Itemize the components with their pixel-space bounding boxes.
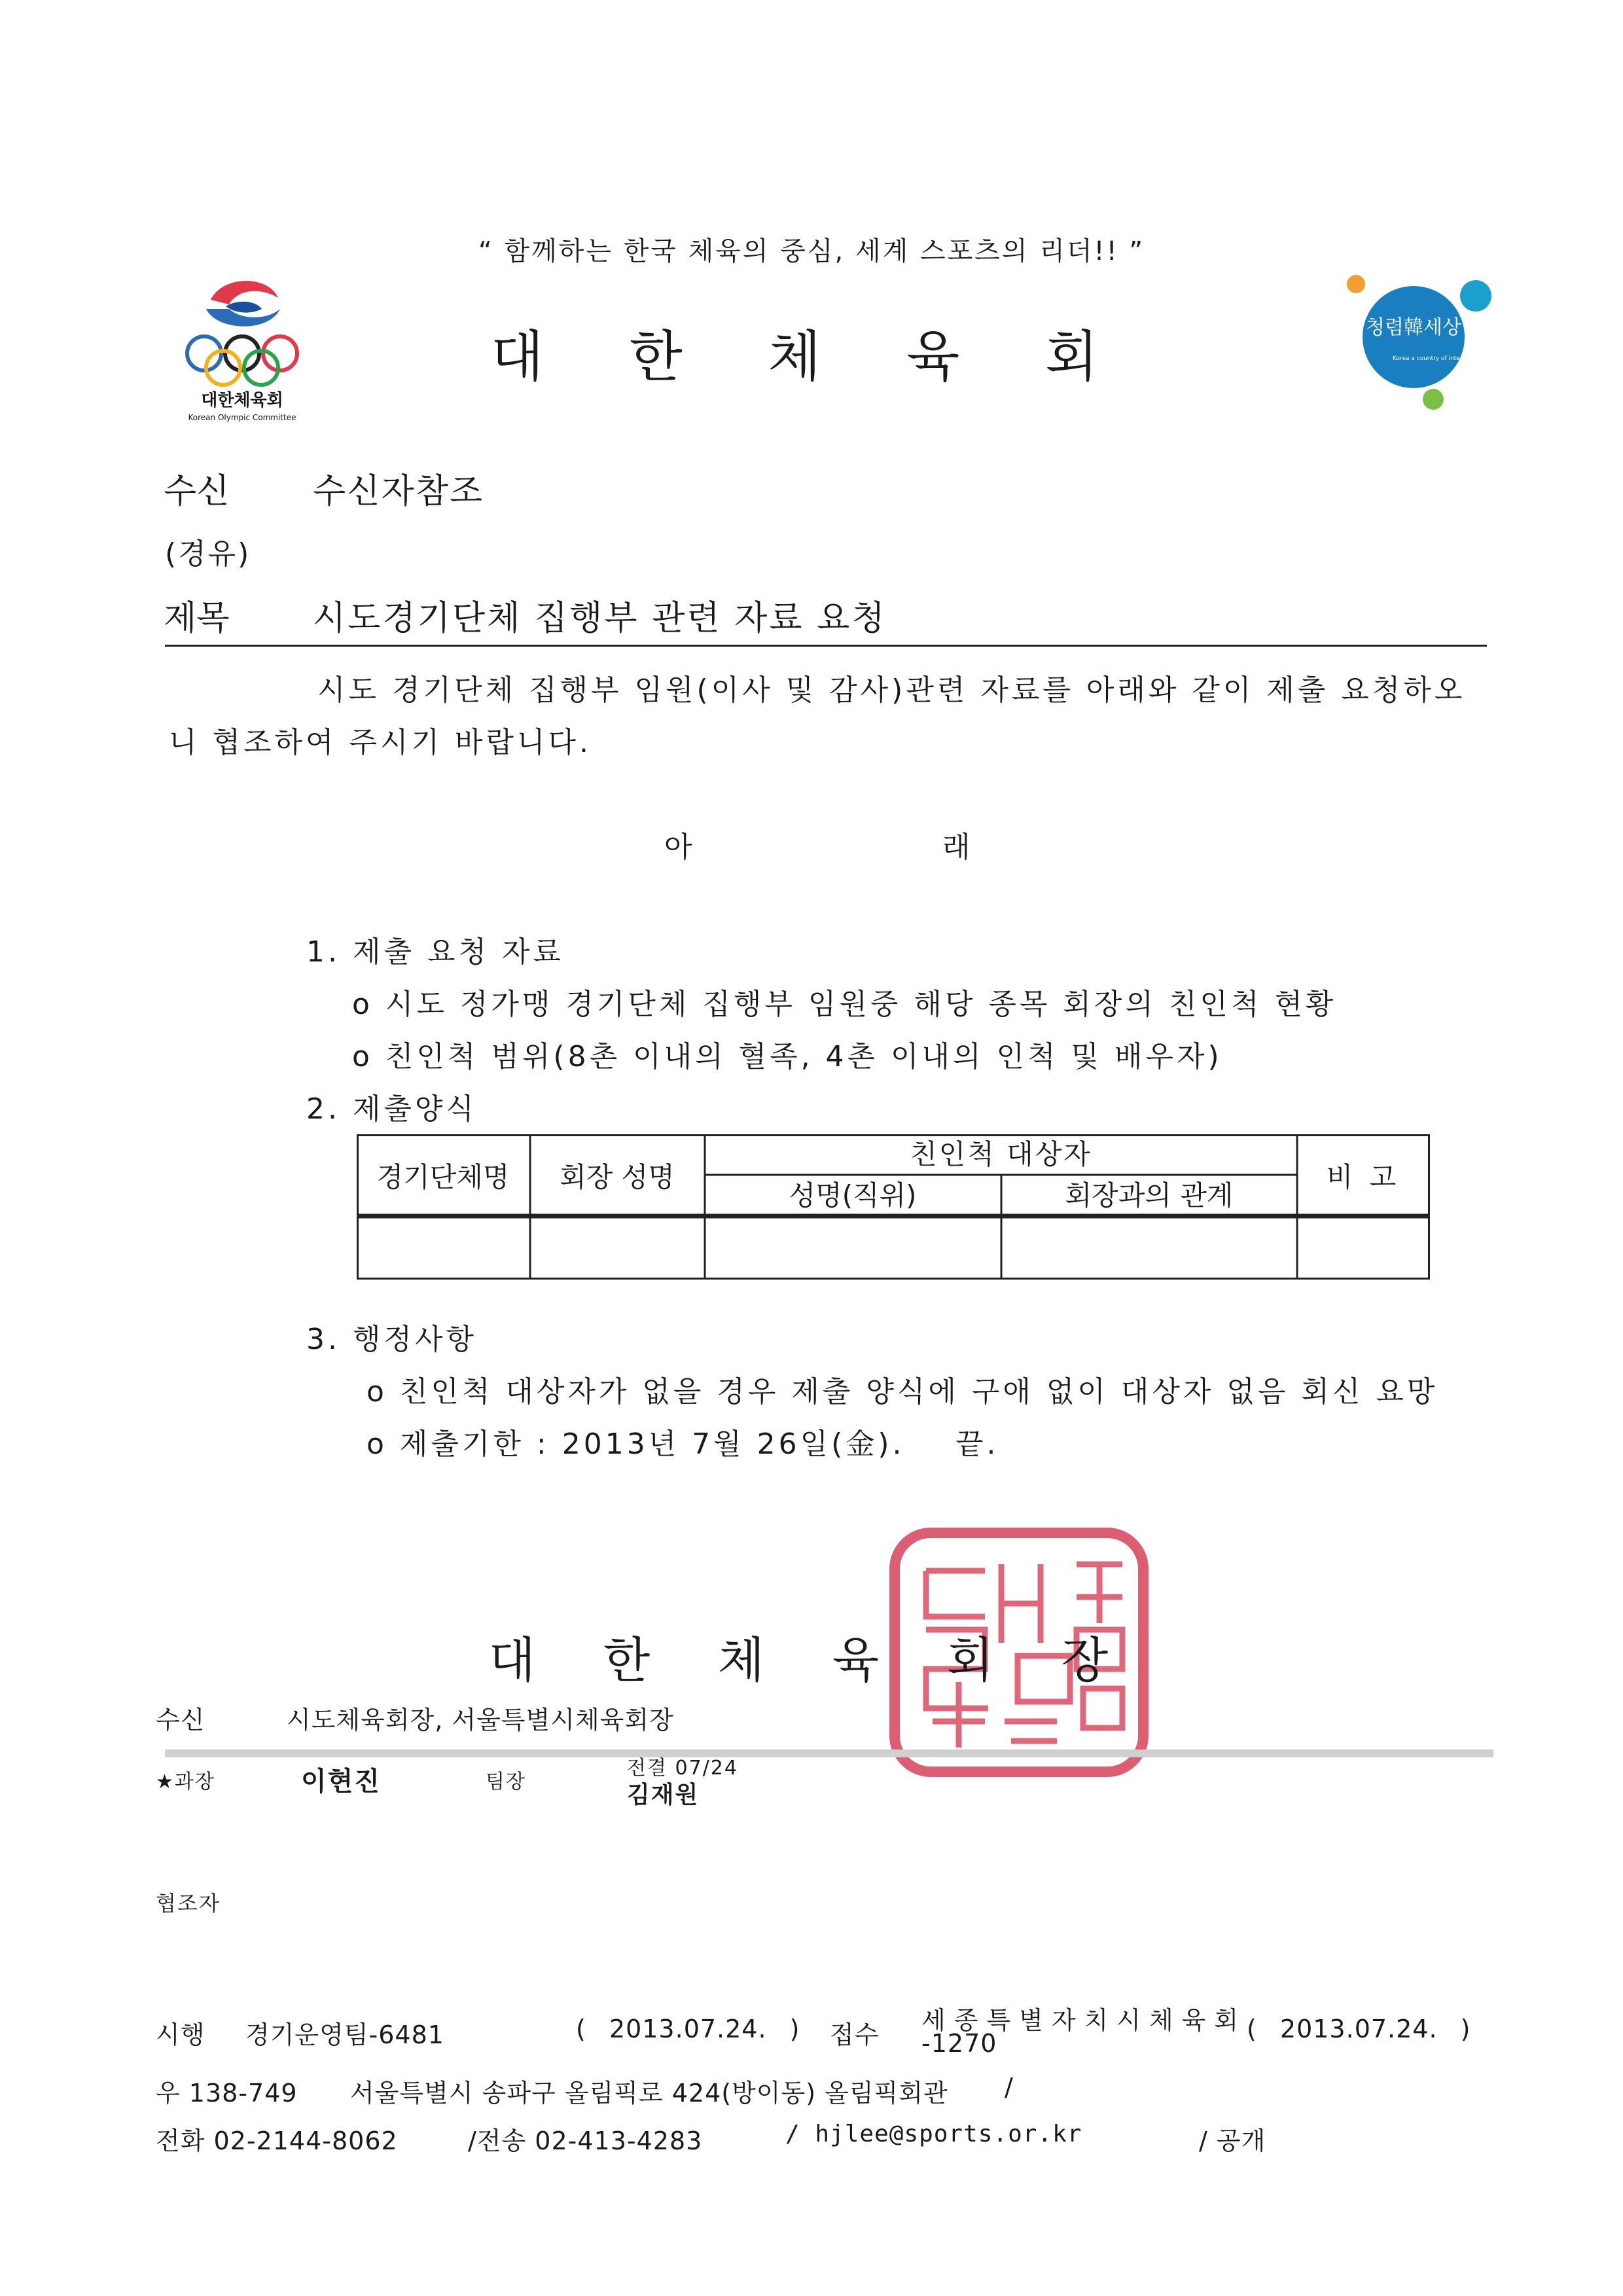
- approver-2-name: 김재원: [627, 1782, 700, 1808]
- approver-1-role: ★과장: [156, 1770, 215, 1793]
- intro-line-1: 시도 경기단체 집행부 임원(이사 및 감사)관련 자료를 아래와 같이 제출 요청하오: [317, 673, 1466, 707]
- recipient-label: 수신: [164, 472, 230, 511]
- slogan: “ 함께하는 한국 체육의 중심, 세계 스포츠의 리더!! ”: [478, 236, 1145, 266]
- logo-left-subtext: Korean Olympic Committee: [188, 413, 296, 422]
- address-separator: /: [1005, 2073, 1014, 2102]
- integrity-campaign-logo: [1342, 268, 1492, 416]
- subject-value: 시도경기단체 집행부 관련 자료 요청: [313, 599, 887, 638]
- item-1-title: 1. 제출 요청 자료: [306, 935, 564, 969]
- fax: /전송 02-413-4283: [468, 2126, 703, 2155]
- email-link[interactable]: / hjlee@sports.or.kr: [785, 2121, 1082, 2147]
- intro-line-2: 니 협조하여 주시기 바랍니다.: [169, 726, 592, 759]
- logo-right-text: 청렴韓세상: [1366, 316, 1461, 339]
- item-3-title: 3. 행정사항: [306, 1323, 477, 1356]
- approver-2-role: 팀장: [486, 1770, 526, 1793]
- footer-divider: [165, 1749, 1493, 1757]
- postal-code: 우 138-749: [156, 2079, 298, 2108]
- below-heading-a: 아: [664, 831, 696, 864]
- item-3-a: o 친인척 대상자가 없을 경우 제출 양식에 구애 없이 대상자 없음 회신 요망: [366, 1375, 1438, 1408]
- col-remarks: 비 고: [1326, 1161, 1400, 1193]
- enforce-date: ( 2013.07.24. ): [576, 2015, 800, 2043]
- address: 서울특별시 송파구 올림픽로 424(방이동) 올림픽회관: [350, 2079, 948, 2108]
- col-org-name: 경기단체명: [376, 1161, 510, 1193]
- logo-left-text: 대한체육회: [201, 391, 283, 410]
- enforce-label: 시행: [156, 2020, 205, 2049]
- col-relationship: 회장과의 관계: [1065, 1179, 1234, 1211]
- end-mark: 끝.: [955, 1427, 999, 1461]
- footer-recipient-label: 수신: [156, 1706, 205, 1734]
- col-president-name: 회장 성명: [560, 1161, 675, 1193]
- submission-form-table: [357, 1134, 1430, 1280]
- sender-title: 대 한 체 육 회 장: [488, 1632, 1135, 1689]
- enforce-value: 경기운영팀-6481: [245, 2020, 444, 2049]
- col-relative-name-position: 성명(직위): [789, 1179, 917, 1211]
- receive-date: ( 2013.07.24. ): [1247, 2015, 1471, 2043]
- below-heading-b: 래: [942, 831, 974, 864]
- receive-label: 접수: [830, 2020, 880, 2049]
- item-3-b: o 제출기한 : 2013년 7월 26일(金).: [366, 1427, 905, 1461]
- cooperator-label: 협조자: [156, 1891, 221, 1916]
- recipient-value: 수신자참조: [313, 472, 484, 511]
- col-relatives-group: 친인척 대상자: [910, 1138, 1092, 1170]
- subject-label: 제목: [164, 599, 230, 638]
- item-1-a: o 시도 정가맹 경기단체 집행부 임원중 해당 종목 회장의 친인척 현황: [352, 988, 1337, 1021]
- logo-right-subtext: Korea a country of integrity: [1393, 355, 1474, 362]
- receive-number: -1270: [921, 2029, 997, 2058]
- org-title: 대 한 체 육 회: [490, 325, 1133, 389]
- approval-note: 전결 07/24: [627, 1757, 738, 1780]
- approver-1-name: 이현진: [301, 1767, 381, 1797]
- subject-divider: [165, 645, 1487, 647]
- footer-recipient-value: 시도체육회장, 서울특별시체육회장: [287, 1706, 674, 1734]
- visibility-status: / 공개: [1199, 2126, 1266, 2155]
- item-1-b: o 친인척 범위(8촌 이내의 혈족, 4촌 이내의 인척 및 배우자): [352, 1040, 1222, 1073]
- item-2-title: 2. 제출양식: [306, 1092, 477, 1126]
- via-label: (경유): [165, 537, 251, 571]
- phone: 전화 02-2144-8062: [156, 2126, 398, 2155]
- receive-org: 세종특별자치시체육회: [921, 2006, 1247, 2035]
